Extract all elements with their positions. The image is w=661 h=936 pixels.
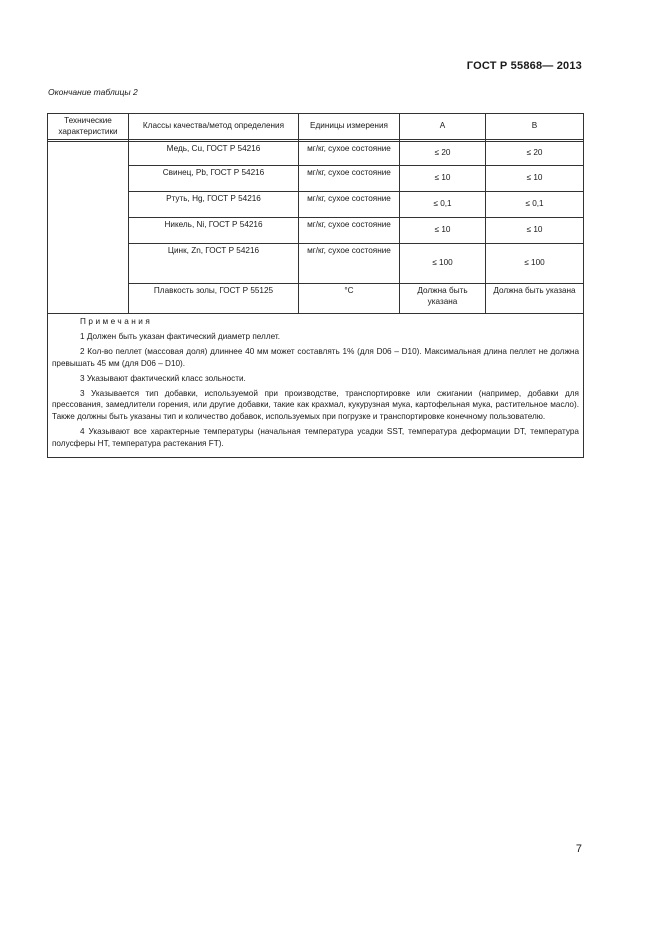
- table-row: [48, 244, 584, 284]
- note-item: 4 Указывают все характерные температуры (начальная температура усадки SST, температура деформации DT, температура полусферы HT, температура растекания FT).: [52, 427, 579, 449]
- notes-title: Примечания: [80, 317, 153, 327]
- table-row: [48, 192, 584, 218]
- method-cell: Ртуть, Hg, ГОСТ Р 54216: [129, 192, 299, 218]
- characteristics-table: [47, 113, 584, 458]
- method-cell: Свинец, Pb, ГОСТ Р 54216: [129, 166, 299, 192]
- method-cell: Цинк, Zn, ГОСТ Р 54216: [129, 244, 299, 284]
- value-a-cell: ≤ 0,1: [400, 192, 486, 218]
- value-b-cell: ≤ 10: [486, 218, 584, 244]
- method-cell: Медь, Cu, ГОСТ Р 54216: [129, 142, 299, 166]
- notes-cell: [48, 314, 584, 458]
- header-methods: Классы качества/метод определения: [129, 114, 299, 140]
- note-item: 3 Указывают фактический класс зольности.: [80, 373, 246, 383]
- table-row: [48, 142, 584, 166]
- note-item: 3 Указывается тип добавки, используемой при производстве, транспортировке или сжигании (например, добавки для прессования, замедлители горения, или другие добавки, такие как крахмал, кукурузная мука, картофельная мука, растительное масло). Также должны быть указаны тип и количество добавок, используемых при погрузке и транспортировке конечному пользователю.: [52, 388, 579, 422]
- unit-cell: мг/кг, сухое состояние: [299, 142, 400, 166]
- unit-cell: мг/кг, сухое состояние: [299, 244, 400, 284]
- value-b-cell: ≤ 20: [486, 142, 584, 166]
- method-cell: Никель, Ni, ГОСТ Р 54216: [129, 218, 299, 244]
- value-a-cell: ≤ 10: [400, 166, 486, 192]
- method-cell: Плавкость золы, ГОСТ Р 55125: [129, 284, 299, 314]
- note-item: 2 Кол-во пеллет (массовая доля) длиннее 40 мм может составлять 1% (для D06 – D10). Максимальная длина пеллет не должна превышать 45 мм (для D06 – D10).: [52, 346, 579, 368]
- header-class-a: A: [400, 114, 486, 140]
- unit-cell: мг/кг, сухое состояние: [299, 192, 400, 218]
- value-a-cell: ≤ 20: [400, 142, 486, 166]
- value-a-cell: ≤ 10: [400, 218, 486, 244]
- header-characteristics: Технические характеристики: [48, 114, 129, 140]
- table-caption: Окончание таблицы 2: [48, 87, 138, 97]
- value-b-cell: ≤ 0,1: [486, 192, 584, 218]
- value-b-cell: ≤ 10: [486, 166, 584, 192]
- document-header: ГОСТ Р 55868— 2013: [466, 60, 582, 72]
- unit-cell: мг/кг, сухое состояние: [299, 218, 400, 244]
- value-b-cell: Должна быть указана: [486, 284, 584, 314]
- header-units: Единицы измерения: [299, 114, 400, 140]
- table-header-row: [48, 114, 584, 140]
- notes-row: [48, 314, 584, 458]
- header-class-b: B: [486, 114, 584, 140]
- characteristics-cell: [48, 142, 129, 314]
- value-a-cell: Должна быть указана: [400, 284, 486, 314]
- table-row: [48, 284, 584, 314]
- table-row: [48, 166, 584, 192]
- unit-cell: мг/кг, сухое состояние: [299, 166, 400, 192]
- unit-cell: °С: [299, 284, 400, 314]
- page-number: 7: [575, 843, 582, 855]
- value-b-cell: ≤ 100: [486, 244, 584, 284]
- note-item: 1 Должен быть указан фактический диаметр пеллет.: [80, 331, 280, 341]
- value-a-cell: ≤ 100: [400, 244, 486, 284]
- table-row: [48, 218, 584, 244]
